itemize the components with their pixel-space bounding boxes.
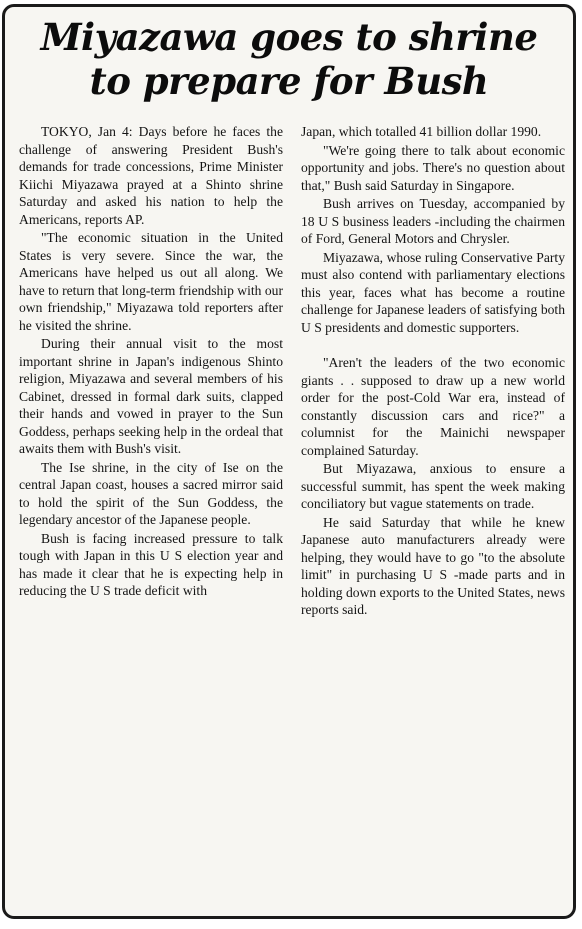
paragraph: Miyazawa, whose ruling Conservative Party must also contend with parliamentary elections this year, faces what has become a routine challenge for Japanese leaders of satisfying both U S presidents and domestic supporters. xyxy=(301,249,565,335)
paragraph: But Miyazawa, anxious to ensure a successful summit, has spent the week making conciliatory but vague statements on trade. xyxy=(301,461,565,511)
column-left xyxy=(19,123,283,910)
paragraph: The Ise shrine, in the city of Ise on the central Japan coast, houses a sacred mirror said to hold the spirit of the Sun Goddess, the legendary ancestor of the Japanese people. xyxy=(19,459,283,527)
headline xyxy=(15,15,563,103)
paragraph: "The economic situation in the United States is very severe. Since the war, the Americans have helped us out all along. We have to return that long-term friendship with our own friendship," Miyazawa told reporters after he visited the shrine. xyxy=(19,230,283,333)
newspaper-clipping xyxy=(2,4,576,919)
headline-line-1: Miyazawa goes to shrine xyxy=(40,15,538,59)
headline-line-2: to prepare for Bush xyxy=(89,59,489,103)
paragraph: During their annual visit to the most important shrine in Japan's indigenous Shinto religion, Miyazawa and several members of his Cabinet, dressed in formal dark suits, clapped their hands and vowed in prayer to the Sun Goddess, perhaps seeking help in the ordeal that awaits them with Bush's visit. xyxy=(19,336,283,456)
paragraph: Bush arrives on Tuesday, accompanied by 18 U S business leaders -including the chairmen of Ford, General Motors and Chrysler. xyxy=(301,196,565,246)
article-columns xyxy=(19,123,565,910)
paragraph: TOKYO, Jan 4: Days before he faces the challenge of answering President Bush's demands for trade concessions, Prime Minister Kiichi Miyazawa prayed at a Shinto shrine Saturday and asked his nation to help the Americans, reports AP. xyxy=(19,124,283,227)
paragraph: "We're going there to talk about economic opportunity and jobs. There's no question about that," Bush said Saturday in Singapore. xyxy=(301,142,565,193)
paragraph: He said Saturday that while he knew Japanese auto manufacturers already were helping, they would have to go "to the absolute limit" in purchasing U S -made parts and in holding down exports to the United States, news reports said. xyxy=(301,514,565,617)
paragraph: "Aren't the leaders of the two economic giants . . supposed to draw up a new world order for the post-Cold War era, instead of constantly discussion cars and rice?" a columnist for the Mainichi newspaper complained Saturday. xyxy=(301,355,565,458)
paragraph: Japan, which totalled 41 billion dollar 1990. xyxy=(301,124,542,139)
paragraph: Bush is facing increased pressure to talk tough with Japan in this U S election year and has made it clear that he is expecting help in reducing the U S trade deficit with xyxy=(19,530,283,598)
column-right xyxy=(301,123,565,910)
